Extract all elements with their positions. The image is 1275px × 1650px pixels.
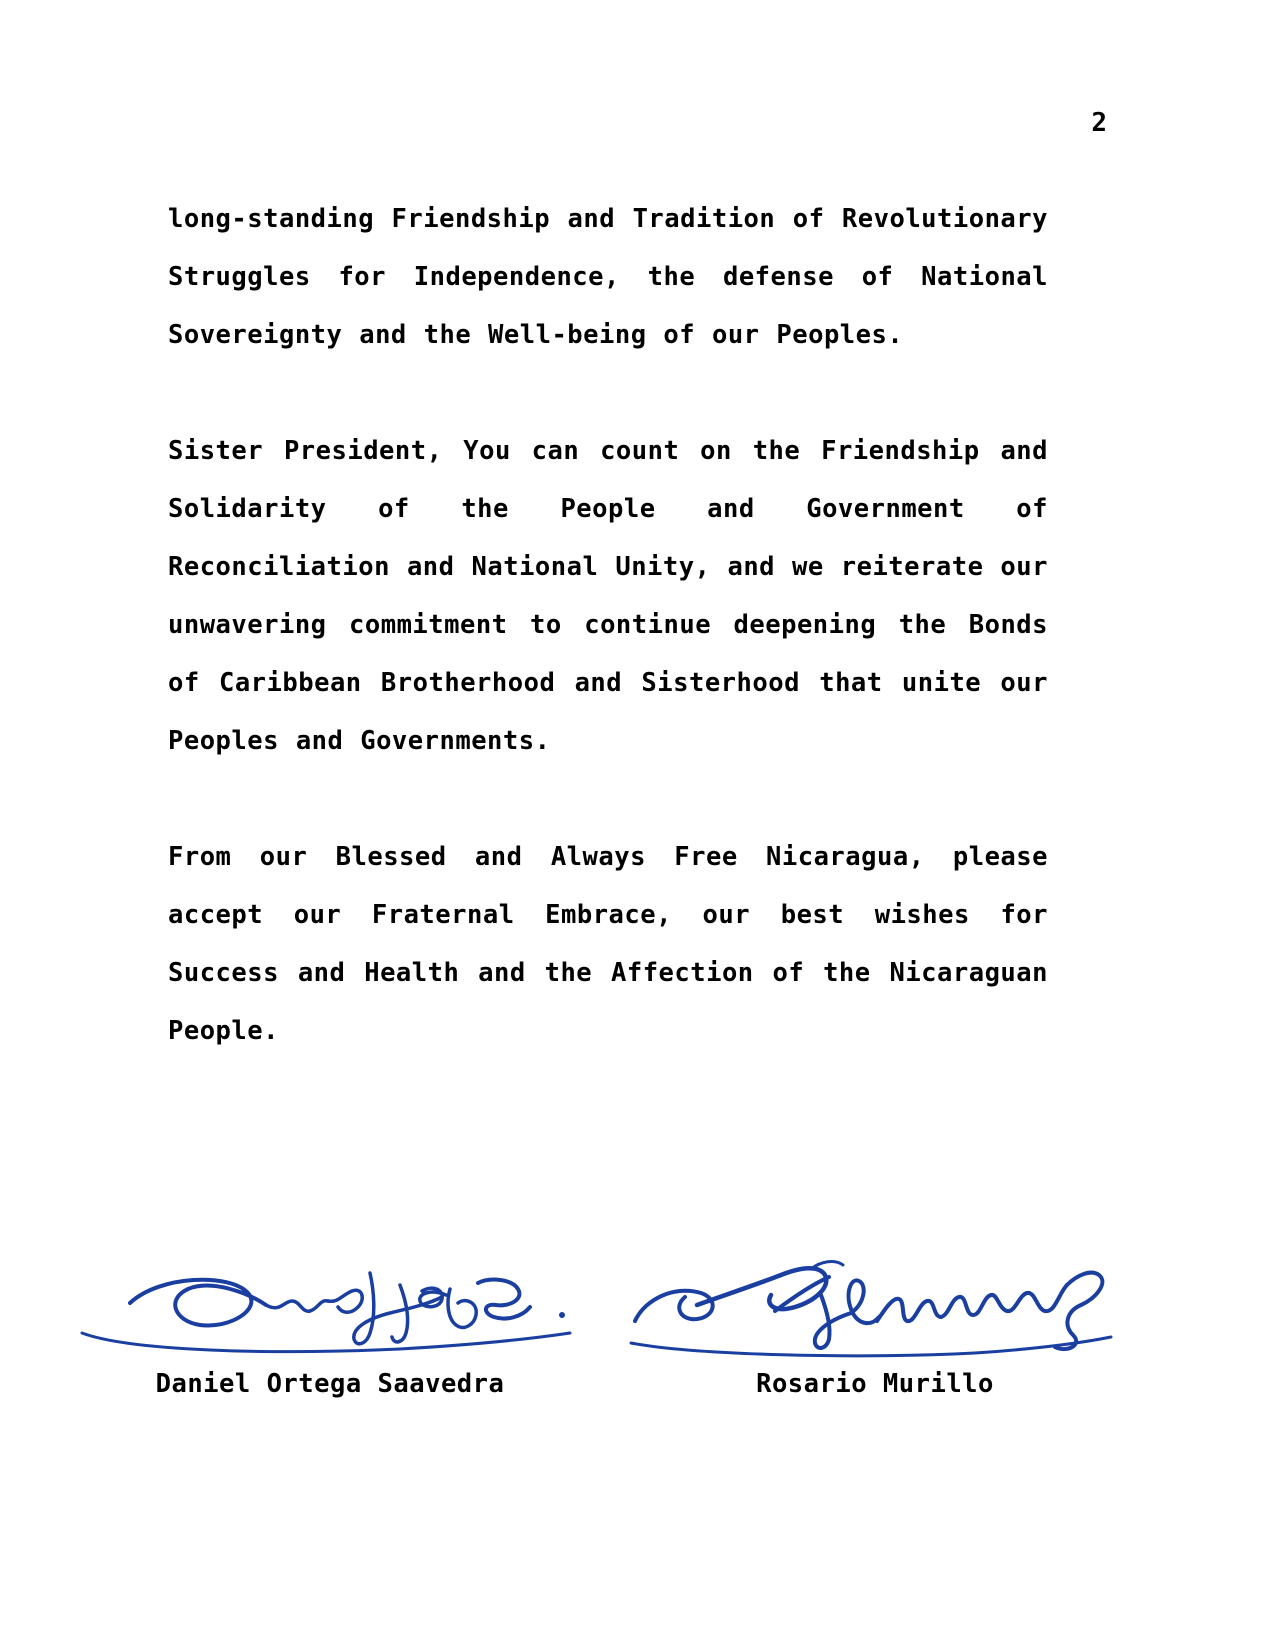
paragraph-2: Sister President, You can count on the Friendship and Solidarity of the People and Government of Reconciliation and National Unity, and we reiterate our unwavering commitment to continue deepening the Bonds of Caribbean Brotherhood and Sisterhood that unite our Peoples and Governments. — [168, 436, 1048, 756]
signature-block-right — [615, 1255, 1135, 1399]
signature-name-daniel-ortega: Daniel Ortega Saavedra — [155, 1369, 505, 1399]
paragraph-1: long-standing Friendship and Tradition of Revolutionary Struggles for Independence, the defense of National Sovereignty and the Well-being of our Peoples. — [168, 204, 1048, 350]
paragraph-3: From our Blessed and Always Free Nicaragua, please accept our Fraternal Embrace, our best wishes for Success and Health and the Affection of the Nicaraguan People. — [168, 842, 1048, 1046]
signature-mark-rosario-murillo — [615, 1255, 1135, 1365]
signature-area — [0, 1255, 1275, 1455]
signature-block-left — [70, 1255, 590, 1399]
letter-body — [168, 190, 1048, 1060]
signature-name-rosario-murillo: Rosario Murillo — [756, 1369, 994, 1399]
signature-mark-daniel-ortega — [70, 1255, 590, 1365]
page-number: 2 — [1091, 108, 1107, 138]
